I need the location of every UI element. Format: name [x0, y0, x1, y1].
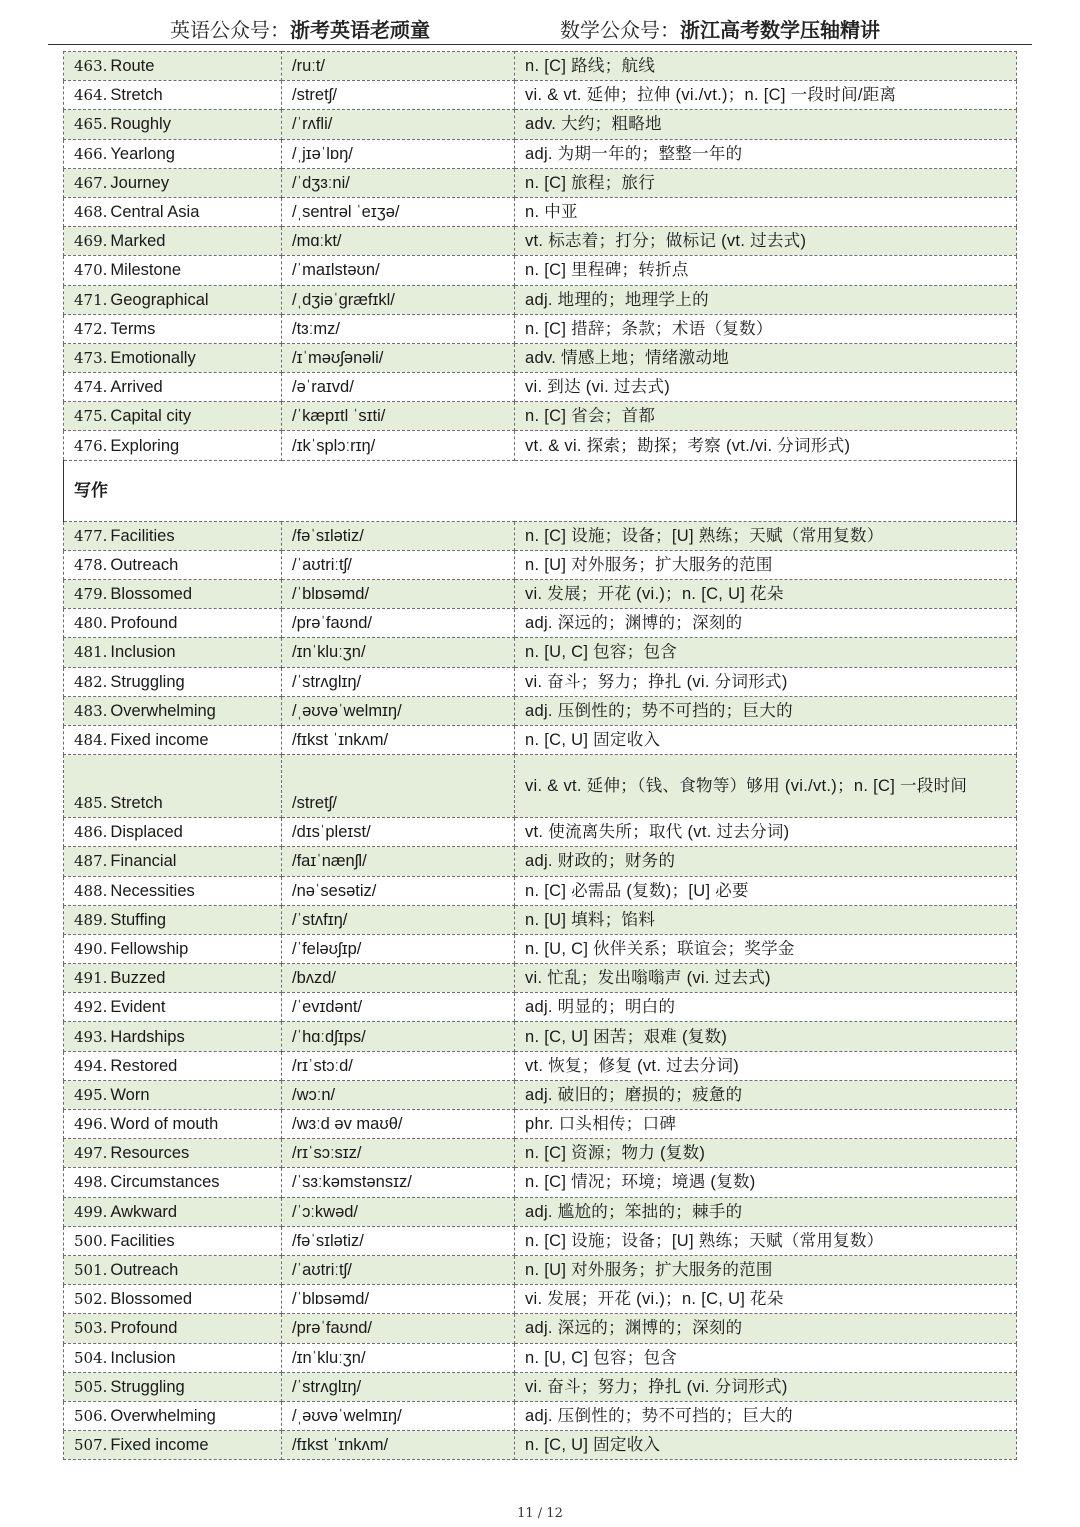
pronunciation-cell: /ˌsentrəl ˈeɪʒə/ — [282, 197, 515, 226]
word-cell — [64, 314, 282, 343]
pronunciation-cell: /ˌəʊvəˈwelmɪŋ/ — [282, 1401, 515, 1430]
word-cell — [64, 197, 282, 226]
pronunciation-cell: /mɑːkt/ — [282, 227, 515, 256]
table-row — [64, 667, 1017, 696]
pronunciation-cell: /faɪˈnænʃl/ — [282, 847, 515, 876]
entry-word: Profound — [110, 614, 178, 633]
pronunciation-cell: /ˌdʒiəˈɡræfɪkl/ — [282, 285, 515, 314]
entry-number: 504. — [74, 1348, 108, 1367]
pronunciation-cell: /ˈstrʌɡlɪŋ/ — [282, 667, 515, 696]
word-cell — [64, 550, 282, 579]
entry-word: Outreach — [110, 1261, 179, 1280]
entry-number: 507. — [74, 1436, 108, 1455]
entry-word: Outreach — [110, 555, 179, 574]
meaning-cell: vt. 使流离失所；取代 (vt. 过去分词) — [515, 818, 1017, 847]
entry-word: Financial — [110, 852, 177, 871]
entry-word: Fellowship — [110, 939, 189, 958]
entry-word: Struggling — [110, 1377, 185, 1396]
word-cell — [64, 168, 282, 197]
vocabulary-sheet — [63, 51, 1016, 1460]
entry-word: Terms — [110, 319, 156, 338]
math-account — [560, 14, 880, 43]
entry-word: Roughly — [110, 115, 171, 134]
meaning-cell: adv. 大约；粗略地 — [515, 110, 1017, 139]
table-row — [64, 755, 1017, 818]
word-cell — [64, 1285, 282, 1314]
table-row — [64, 638, 1017, 667]
pronunciation-cell: /stretʃ/ — [282, 81, 515, 110]
pronunciation-cell: /ˈrʌfli/ — [282, 110, 515, 139]
word-cell — [64, 1022, 282, 1051]
pronunciation-cell: /nəˈsesətiz/ — [282, 876, 515, 905]
table-row — [64, 1197, 1017, 1226]
pronunciation-cell: /rɪˈsɔːsɪz/ — [282, 1139, 515, 1168]
word-cell — [64, 638, 282, 667]
entry-word: Stretch — [110, 86, 163, 105]
entry-word: Resources — [110, 1144, 190, 1163]
entry-word: Necessities — [110, 881, 195, 900]
meaning-cell: n. [C] 设施；设备；[U] 熟练；天赋（常用复数） — [515, 1226, 1017, 1255]
entry-number: 467. — [74, 173, 108, 192]
entry-word: Central Asia — [110, 203, 200, 222]
entry-word: Capital city — [110, 407, 192, 426]
section-row — [64, 460, 1017, 521]
table-row — [64, 431, 1017, 460]
entry-word: Facilities — [110, 526, 175, 545]
pronunciation-cell: /ˈblɒsəmd/ — [282, 580, 515, 609]
entry-number: 482. — [74, 672, 108, 691]
pronunciation-cell: /ɪˈməʊʃənəli/ — [282, 343, 515, 372]
pronunciation-cell: /ˈsɜːkəmstənsɪz/ — [282, 1168, 515, 1197]
table-row — [64, 168, 1017, 197]
meaning-cell: adj. 深远的；渊博的；深刻的 — [515, 609, 1017, 638]
entry-number: 480. — [74, 614, 108, 633]
pronunciation-cell: /tɜːmz/ — [282, 314, 515, 343]
entry-number: 466. — [74, 144, 108, 163]
table-row — [64, 905, 1017, 934]
word-cell — [64, 402, 282, 431]
pronunciation-cell: /prəˈfaʊnd/ — [282, 609, 515, 638]
entry-number: 489. — [74, 910, 108, 929]
pronunciation-cell: /ˈfeləʊʃɪp/ — [282, 934, 515, 963]
entry-word: Overwhelming — [110, 701, 216, 720]
word-cell — [64, 1139, 282, 1168]
pronunciation-cell: /rɪˈstɔːd/ — [282, 1051, 515, 1080]
meaning-cell: adj. 深远的；渊博的；深刻的 — [515, 1314, 1017, 1343]
pronunciation-cell: /dɪsˈpleɪst/ — [282, 818, 515, 847]
pronunciation-cell: /ˈaʊtriːtʃ/ — [282, 550, 515, 579]
meaning-cell: n. [C, U] 固定收入 — [515, 725, 1017, 754]
entry-number: 476. — [74, 436, 108, 455]
pronunciation-cell: /ˈaʊtriːtʃ/ — [282, 1255, 515, 1284]
table-row — [64, 402, 1017, 431]
pronunciation-cell: /ɪnˈkluːʒn/ — [282, 638, 515, 667]
meaning-cell: n. [C] 必需品 (复数)；[U] 必要 — [515, 876, 1017, 905]
word-cell — [64, 755, 282, 818]
meaning-cell: n. [C, U] 固定收入 — [515, 1431, 1017, 1460]
word-cell — [64, 1051, 282, 1080]
table-row — [64, 1110, 1017, 1139]
entry-word: Journey — [110, 173, 170, 192]
entry-number: 472. — [74, 319, 108, 338]
meaning-cell: n. [C] 路线；航线 — [515, 52, 1017, 81]
meaning-cell: vi. 发展；开花 (vi.)；n. [C, U] 花朵 — [515, 580, 1017, 609]
pronunciation-cell: /ɪnˈkluːʒn/ — [282, 1343, 515, 1372]
table-row — [64, 227, 1017, 256]
word-cell — [64, 285, 282, 314]
entry-word: Overwhelming — [110, 1406, 216, 1425]
table-row — [64, 876, 1017, 905]
table-row — [64, 1431, 1017, 1460]
word-cell — [64, 934, 282, 963]
entry-number: 484. — [74, 731, 108, 750]
meaning-cell: adj. 为期一年的；整整一年的 — [515, 139, 1017, 168]
entry-number: 474. — [74, 378, 108, 397]
table-row — [64, 343, 1017, 372]
word-cell — [64, 818, 282, 847]
entry-number: 479. — [74, 585, 108, 604]
table-row — [64, 993, 1017, 1022]
entry-number: 468. — [74, 203, 108, 222]
pronunciation-cell: /fɪkst ˈɪnkʌm/ — [282, 1431, 515, 1460]
meaning-cell: vt. 恢复；修复 (vt. 过去分词) — [515, 1051, 1017, 1080]
meaning-cell: n. [U, C] 包容；包含 — [515, 638, 1017, 667]
meaning-cell: adj. 压倒性的；势不可挡的；巨大的 — [515, 696, 1017, 725]
table-row — [64, 1139, 1017, 1168]
word-cell — [64, 1314, 282, 1343]
entry-number: 495. — [74, 1085, 108, 1104]
table-row — [64, 725, 1017, 754]
table-row — [64, 1372, 1017, 1401]
entry-word: Route — [110, 57, 155, 76]
word-cell — [64, 876, 282, 905]
table-row — [64, 964, 1017, 993]
entry-number: 493. — [74, 1027, 108, 1046]
entry-word: Profound — [110, 1319, 178, 1338]
entry-word: Inclusion — [110, 1348, 176, 1367]
meaning-cell: phr. 口头相传；口碑 — [515, 1110, 1017, 1139]
word-cell — [64, 580, 282, 609]
word-cell — [64, 1372, 282, 1401]
entry-word: Fixed income — [110, 731, 209, 750]
entry-number: 491. — [74, 969, 108, 988]
word-cell — [64, 256, 282, 285]
pronunciation-cell: /ɪkˈsplɔːrɪŋ/ — [282, 431, 515, 460]
entry-number: 490. — [74, 939, 108, 958]
table-row — [64, 1343, 1017, 1372]
pronunciation-cell: /ruːt/ — [282, 52, 515, 81]
entry-number: 498. — [74, 1173, 108, 1192]
pronunciation-cell: /ˈhɑːdʃɪps/ — [282, 1022, 515, 1051]
meaning-cell: vi. 到达 (vi. 过去式) — [515, 373, 1017, 402]
vocabulary-table — [63, 51, 1017, 1460]
entry-word: Exploring — [110, 436, 180, 455]
word-cell — [64, 667, 282, 696]
table-row — [64, 521, 1017, 550]
word-cell — [64, 609, 282, 638]
pronunciation-cell: /ˈstʌfɪŋ/ — [282, 905, 515, 934]
table-row — [64, 285, 1017, 314]
entry-word: Facilities — [110, 1231, 175, 1250]
word-cell — [64, 139, 282, 168]
meaning-cell: adj. 尴尬的；笨拙的；棘手的 — [515, 1197, 1017, 1226]
entry-number: 496. — [74, 1115, 108, 1134]
entry-number: 500. — [74, 1231, 108, 1250]
meaning-cell: n. 中亚 — [515, 197, 1017, 226]
table-row — [64, 818, 1017, 847]
word-cell — [64, 373, 282, 402]
english-account-label: 英语公众号： — [170, 18, 290, 42]
meaning-cell: n. [C] 设施；设备；[U] 熟练；天赋（常用复数） — [515, 521, 1017, 550]
word-cell — [64, 905, 282, 934]
word-cell — [64, 343, 282, 372]
entry-word: Yearlong — [110, 144, 175, 163]
pronunciation-cell: /bʌzd/ — [282, 964, 515, 993]
entry-number: 487. — [74, 852, 108, 871]
math-account-name: 浙江高考数学压轴精讲 — [680, 18, 880, 42]
entry-number: 473. — [74, 348, 108, 367]
word-cell — [64, 1401, 282, 1430]
meaning-cell: adv. 情感上地；情绪激动地 — [515, 343, 1017, 372]
entry-word: Blossomed — [110, 1290, 193, 1309]
entry-number: 469. — [74, 232, 108, 251]
entry-number: 478. — [74, 555, 108, 574]
word-cell — [64, 1110, 282, 1139]
pronunciation-cell: /wɜːd əv maʊθ/ — [282, 1110, 515, 1139]
table-row — [64, 1051, 1017, 1080]
word-cell — [64, 847, 282, 876]
english-account-name: 浙考英语老顽童 — [290, 18, 430, 42]
table-row — [64, 197, 1017, 226]
meaning-cell: n. [C] 省会；首都 — [515, 402, 1017, 431]
entry-number: 506. — [74, 1406, 108, 1425]
entry-word: Awkward — [110, 1202, 178, 1221]
entry-word: Word of mouth — [110, 1115, 219, 1134]
table-row — [64, 1401, 1017, 1430]
entry-number: 497. — [74, 1144, 108, 1163]
section-title: 写作 — [64, 460, 1017, 521]
meaning-cell: adj. 地理的；地理学上的 — [515, 285, 1017, 314]
word-cell — [64, 227, 282, 256]
entry-word: Marked — [110, 232, 166, 251]
table-row — [64, 1080, 1017, 1109]
pronunciation-cell: /ˌjɪəˈlɒŋ/ — [282, 139, 515, 168]
entry-word: Hardships — [110, 1027, 185, 1046]
entry-word: Fixed income — [110, 1436, 209, 1455]
meaning-cell: vt. & vi. 探索；勘探；考察 (vt./vi. 分词形式) — [515, 431, 1017, 460]
pronunciation-cell: /ˈdʒɜːni/ — [282, 168, 515, 197]
entry-word: Inclusion — [110, 643, 176, 662]
meaning-cell: n. [U, C] 包容；包含 — [515, 1343, 1017, 1372]
entry-word: Struggling — [110, 672, 185, 691]
entry-number: 470. — [74, 261, 108, 280]
meaning-cell: n. [U] 填料；馅料 — [515, 905, 1017, 934]
word-cell — [64, 725, 282, 754]
entry-word: Evident — [110, 998, 166, 1017]
entry-number: 483. — [74, 701, 108, 720]
table-row — [64, 1226, 1017, 1255]
entry-number: 501. — [74, 1261, 108, 1280]
meaning-cell: adj. 财政的；财务的 — [515, 847, 1017, 876]
meaning-cell: vi. 奋斗；努力；挣扎 (vi. 分词形式) — [515, 1372, 1017, 1401]
word-cell — [64, 1168, 282, 1197]
table-row — [64, 1168, 1017, 1197]
meaning-cell: vi. 忙乱；发出嗡嗡声 (vi. 过去式) — [515, 964, 1017, 993]
entry-word: Stretch — [110, 794, 163, 813]
meaning-cell: adj. 破旧的；磨损的；疲惫的 — [515, 1080, 1017, 1109]
table-row — [64, 256, 1017, 285]
table-row — [64, 1255, 1017, 1284]
pronunciation-cell: /fɪkst ˈɪnkʌm/ — [282, 725, 515, 754]
pronunciation-cell: /ˌəʊvəˈwelmɪŋ/ — [282, 696, 515, 725]
table-row — [64, 52, 1017, 81]
table-row — [64, 934, 1017, 963]
pronunciation-cell: /stretʃ/ — [282, 755, 515, 818]
table-row — [64, 847, 1017, 876]
entry-number: 485. — [74, 794, 108, 813]
entry-word: Arrived — [110, 378, 163, 397]
entry-word: Restored — [110, 1056, 178, 1075]
entry-number: 499. — [74, 1202, 108, 1221]
table-row — [64, 1285, 1017, 1314]
pronunciation-cell: /ˈkæpɪtl ˈsɪti/ — [282, 402, 515, 431]
word-cell — [64, 696, 282, 725]
page-number: 11 / 12 — [517, 1506, 563, 1521]
table-row — [64, 1314, 1017, 1343]
entry-number: 475. — [74, 407, 108, 426]
word-cell — [64, 993, 282, 1022]
entry-word: Displaced — [110, 823, 183, 842]
meaning-cell: vt. 标志着；打分；做标记 (vt. 过去式) — [515, 227, 1017, 256]
entry-number: 492. — [74, 998, 108, 1017]
word-cell — [64, 110, 282, 139]
entry-word: Circumstances — [110, 1173, 220, 1192]
word-cell — [64, 964, 282, 993]
entry-number: 488. — [74, 881, 108, 900]
meaning-cell: vi. & vt. 延伸；拉伸 (vi./vt.)；n. [C] 一段时间/距离 — [515, 81, 1017, 110]
table-row — [64, 81, 1017, 110]
pronunciation-cell: /fəˈsɪlətiz/ — [282, 521, 515, 550]
pronunciation-cell: /ˈmaɪlstəʊn/ — [282, 256, 515, 285]
table-row — [64, 609, 1017, 638]
meaning-cell: adj. 压倒性的；势不可挡的；巨大的 — [515, 1401, 1017, 1430]
entry-word: Buzzed — [110, 969, 166, 988]
meaning-cell: vi. & vt. 延伸；（钱、食物等）够用 (vi./vt.)；n. [C] 一段时间 — [515, 755, 1017, 818]
pronunciation-cell: /prəˈfaʊnd/ — [282, 1314, 515, 1343]
pronunciation-cell: /wɔːn/ — [282, 1080, 515, 1109]
entry-word: Worn — [110, 1085, 150, 1104]
meaning-cell: n. [U] 对外服务；扩大服务的范围 — [515, 550, 1017, 579]
meaning-cell: n. [C] 资源；物力 (复数) — [515, 1139, 1017, 1168]
pronunciation-cell: /ˈevɪdənt/ — [282, 993, 515, 1022]
math-account-label: 数学公众号： — [560, 18, 680, 42]
table-row — [64, 314, 1017, 343]
entry-number: 502. — [74, 1290, 108, 1309]
entry-number: 471. — [74, 290, 108, 309]
word-cell — [64, 1255, 282, 1284]
english-account — [170, 14, 430, 43]
word-cell — [64, 81, 282, 110]
pronunciation-cell: /ˈblɒsəmd/ — [282, 1285, 515, 1314]
word-cell — [64, 431, 282, 460]
table-row — [64, 580, 1017, 609]
pronunciation-cell: /ˈɔːkwəd/ — [282, 1197, 515, 1226]
word-cell — [64, 1343, 282, 1372]
word-cell — [64, 521, 282, 550]
table-row — [64, 139, 1017, 168]
entry-word: Stuffing — [110, 910, 167, 929]
pronunciation-cell: /ˈstrʌɡlɪŋ/ — [282, 1372, 515, 1401]
table-row — [64, 373, 1017, 402]
table-row — [64, 696, 1017, 725]
word-cell — [64, 1431, 282, 1460]
entry-number: 464. — [74, 86, 108, 105]
entry-number: 503. — [74, 1319, 108, 1338]
entry-word: Blossomed — [110, 585, 193, 604]
meaning-cell: n. [C, U] 困苦；艰难 (复数) — [515, 1022, 1017, 1051]
entry-word: Geographical — [110, 290, 209, 309]
meaning-cell: n. [U, C] 伙伴关系；联谊会；奖学金 — [515, 934, 1017, 963]
vocabulary-table-body — [64, 52, 1017, 1460]
pronunciation-cell: /fəˈsɪlətiz/ — [282, 1226, 515, 1255]
entry-number: 505. — [74, 1377, 108, 1396]
meaning-cell: n. [C] 里程碑；转折点 — [515, 256, 1017, 285]
entry-number: 477. — [74, 526, 108, 545]
meaning-cell: vi. 发展；开花 (vi.)；n. [C, U] 花朵 — [515, 1285, 1017, 1314]
word-cell — [64, 1226, 282, 1255]
entry-word: Milestone — [110, 261, 182, 280]
entry-word: Emotionally — [110, 348, 196, 367]
entry-number: 494. — [74, 1056, 108, 1075]
word-cell — [64, 1080, 282, 1109]
entry-number: 465. — [74, 115, 108, 134]
table-row — [64, 1022, 1017, 1051]
meaning-cell: n. [C] 情况；环境；境遇 (复数) — [515, 1168, 1017, 1197]
page-header — [48, 12, 1032, 45]
word-cell — [64, 52, 282, 81]
meaning-cell: vi. 奋斗；努力；挣扎 (vi. 分词形式) — [515, 667, 1017, 696]
pronunciation-cell: /əˈraɪvd/ — [282, 373, 515, 402]
meaning-cell: n. [U] 对外服务；扩大服务的范围 — [515, 1255, 1017, 1284]
entry-number: 463. — [74, 57, 108, 76]
table-row — [64, 110, 1017, 139]
meaning-cell: adj. 明显的；明白的 — [515, 993, 1017, 1022]
table-row — [64, 550, 1017, 579]
meaning-cell: n. [C] 措辞；条款；术语（复数） — [515, 314, 1017, 343]
meaning-cell: n. [C] 旅程；旅行 — [515, 168, 1017, 197]
entry-number: 481. — [74, 643, 108, 662]
word-cell — [64, 1197, 282, 1226]
entry-number: 486. — [74, 823, 108, 842]
